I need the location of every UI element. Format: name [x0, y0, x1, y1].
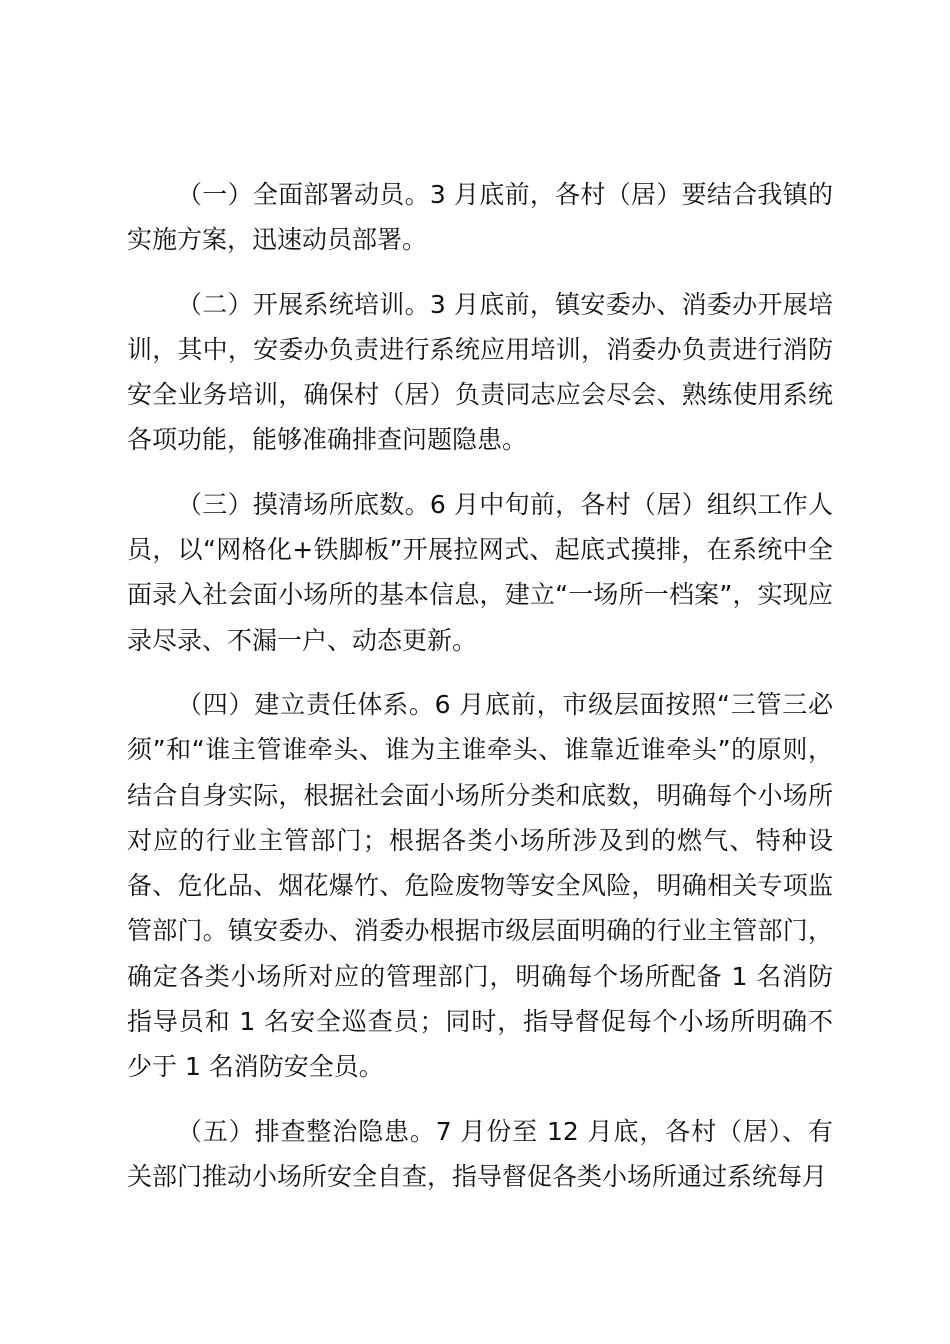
paragraph-1: （一）全面部署动员。3 月底前，各村（居）要结合我镇的实施方案，迅速动员部署。 — [127, 180, 833, 255]
paragraph-2: （二）开展系统培训。3 月底前，镇安委办、消委办开展培训，其中，安委办负责进行系统应用培训，消委办负责进行消防安全业务培训，确保村（居）负责同志应会尽会、熟练使用系统各项功能，能够准确排查问题隐患。 — [127, 289, 833, 455]
paragraph-4: （四）建立责任体系。6 月底前，市级层面按照“三管三必须”和“谁主管谁牵头、谁为主谁牵头、谁靠近谁牵头”的原则，结合自身实际，根据社会面小场所分类和底数，明确每个小场所对应的行业主管部门；根据各类小场所涉及到的燃气、特种设备、危化品、烟花爆竹、危险废物等安全风险，明确相关专项监管部门。镇安委办、消委办根据市级层面明确的行业主管部门，确定各类小场所对应的管理部门，明确每个场所配备 1 名消防指导员和 1 名安全巡查员；同时，指导督促每个小场所明确不少于 1 名消防安全员。 — [127, 689, 833, 1082]
document-body — [127, 172, 833, 1218]
paragraph-5: （五）排查整治隐患。7 月份至 12 月底，各村（居）、有关部门推动小场所安全自查，指导督促各类小场所通过系统每月 — [127, 1116, 833, 1191]
paragraph-3: （三）摸清场所底数。6 月中旬前，各村（居）组织工作人员，以“网格化+铁脚板”开展拉网式、起底式摸排，在系统中全面录入社会面小场所的基本信息，建立“一场所一档案”，实现应录尽录、不漏一户、动态更新。 — [127, 489, 833, 655]
